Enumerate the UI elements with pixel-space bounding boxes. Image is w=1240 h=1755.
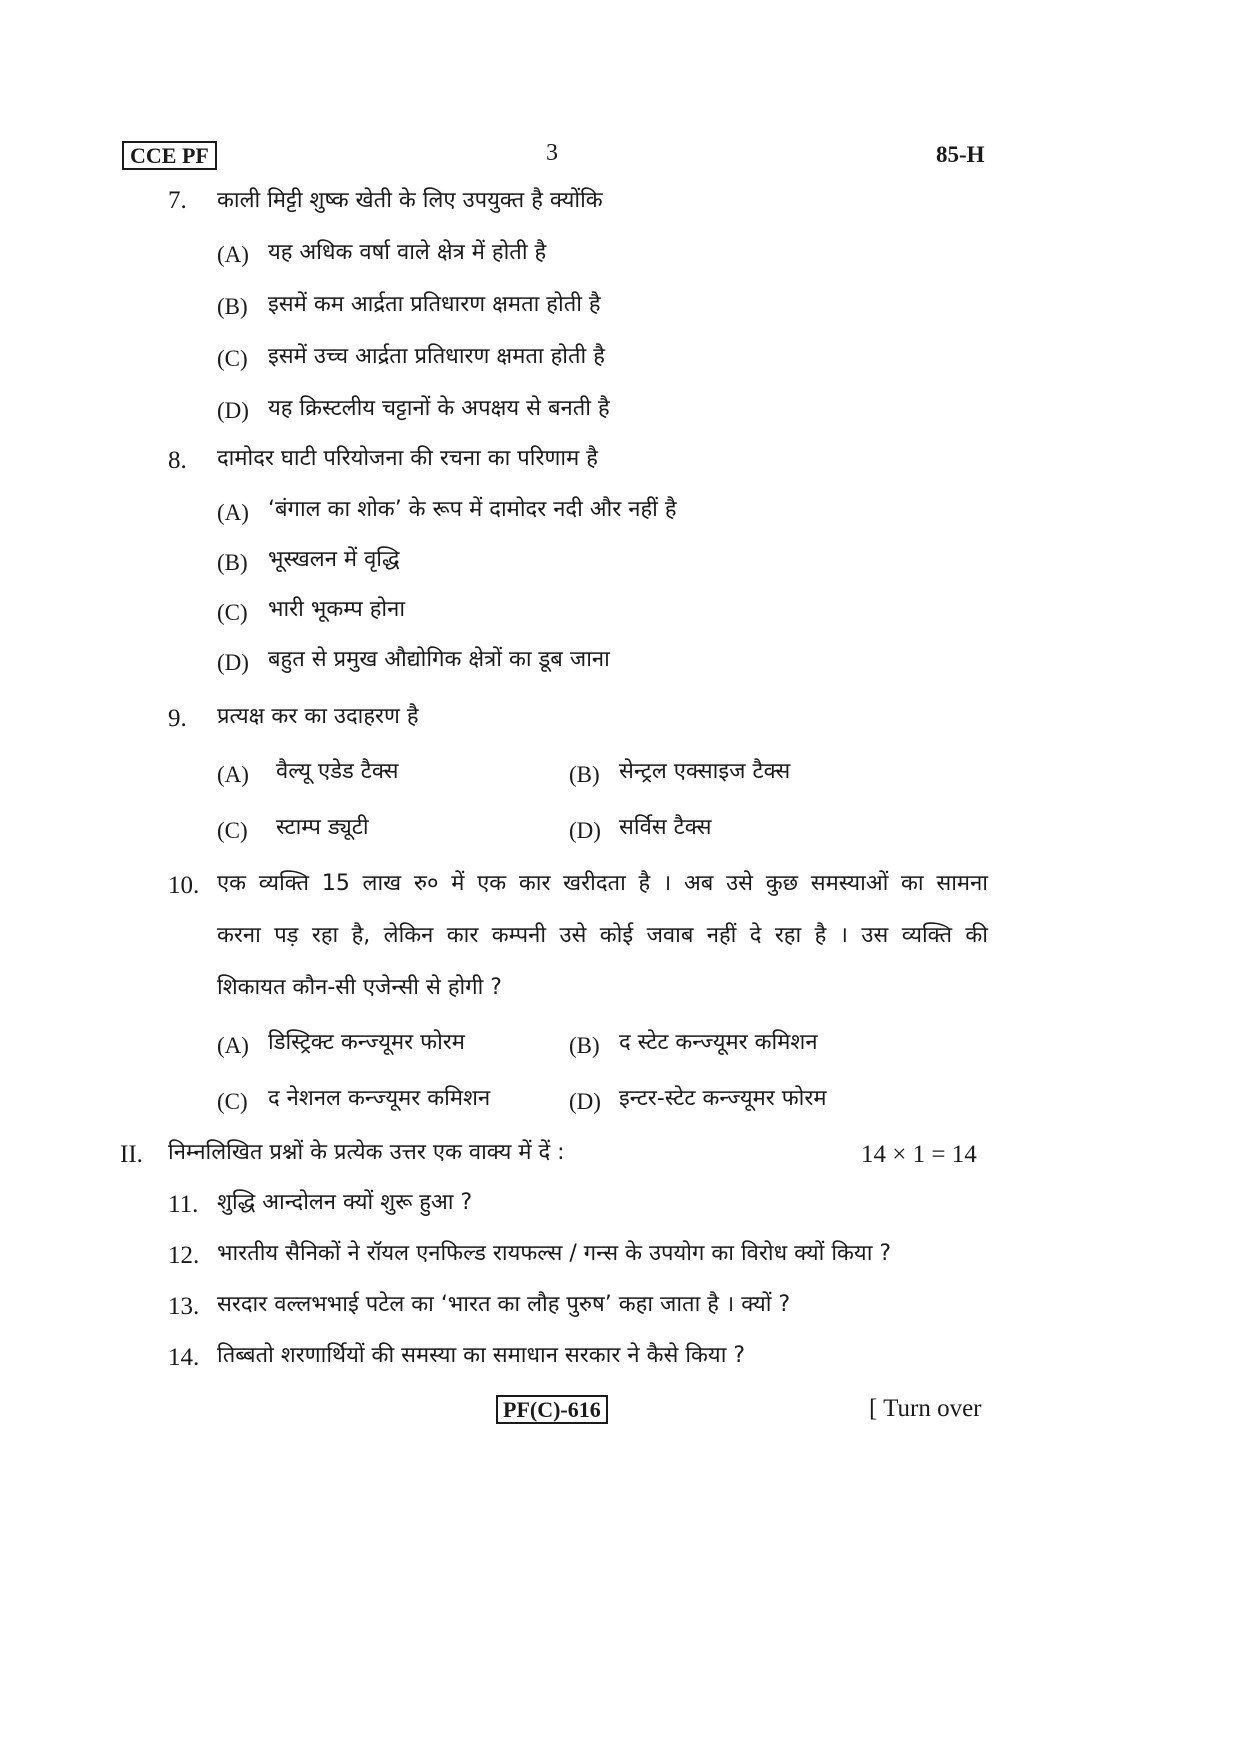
paper-series-code: CCE PF xyxy=(122,141,217,170)
option-letter: (C) xyxy=(217,818,248,843)
option-text: डिस्ट्रिक्ट कन्ज्यूमर फोरम xyxy=(268,1030,465,1055)
turn-over-note: [ Turn over xyxy=(869,1395,982,1422)
option-text: स्टाम्प ड्यूटी xyxy=(276,815,369,840)
question-number: 14. xyxy=(168,1344,200,1371)
option-letter: (A) xyxy=(217,762,249,787)
question-number: 9. xyxy=(168,705,187,732)
option-letter: (A) xyxy=(217,500,249,525)
question-number: 7. xyxy=(168,187,187,214)
option-text: बहुत से प्रमुख औद्योगिक क्षेत्रों का डूब जाना xyxy=(268,647,610,672)
question-text-block xyxy=(217,869,988,1003)
option-letter: (C) xyxy=(217,346,248,371)
option-text: द स्टेट कन्ज्यूमर कमिशन xyxy=(619,1030,818,1055)
option-text: सर्विस टैक्स xyxy=(619,815,712,840)
option-letter: (B) xyxy=(217,550,248,575)
option-text: वैल्यू एडेड टैक्स xyxy=(276,759,399,784)
paper-code: 85-H xyxy=(936,142,985,167)
paper-footer-code: PF(C)-616 xyxy=(496,1395,608,1424)
question-number: 11. xyxy=(168,1191,199,1218)
option-letter: (D) xyxy=(217,650,249,675)
option-letter: (D) xyxy=(217,398,249,423)
option-text: इन्टर-स्टेट कन्ज्यूमर फोरम xyxy=(619,1086,827,1111)
option-letter: (A) xyxy=(217,242,249,267)
option-text: इसमें उच्च आर्द्रता प्रतिधारण क्षमता होती है xyxy=(268,344,605,369)
option-text: भूस्खलन में वृद्धि xyxy=(268,547,400,572)
option-text: भारी भूकम्प होना xyxy=(268,597,406,622)
option-letter: (C) xyxy=(217,1089,248,1114)
option-text: द नेशनल कन्ज्यूमर कमिशन xyxy=(268,1086,491,1111)
option-letter: (A) xyxy=(217,1033,249,1058)
question-number: 10. xyxy=(168,872,200,899)
option-text: यह अधिक वर्षा वाले क्षेत्र में होती है xyxy=(268,240,547,265)
option-text: ‘बंगाल का शोक’ के रूप में दामोदर नदी और नहीं है xyxy=(268,497,677,522)
question-line: शिकायत कौन-सी एजेन्सी से होगी ? xyxy=(217,975,502,1000)
question-line: एक व्यक्ति 15 लाख रु० में एक कार खरीदता है । अब उसे कुछ समस्याओं का सामना xyxy=(217,871,988,896)
question-text: शुद्धि आन्दोलन क्यों शुरू हुआ ? xyxy=(217,1190,473,1215)
option-text: सेन्ट्रल एक्साइज टैक्स xyxy=(619,759,791,784)
question-number: 8. xyxy=(168,447,187,474)
question-text: सरदार वल्लभभाई पटेल का ‘भारत का लौह पुरुष’ कहा जाता है । क्यों ? xyxy=(217,1292,791,1317)
option-letter: (B) xyxy=(569,1033,600,1058)
section-instruction: निम्नलिखित प्रश्नों के प्रत्येक उत्तर एक वाक्य में दें : xyxy=(168,1140,565,1165)
option-letter: (C) xyxy=(217,600,248,625)
section-number: II. xyxy=(120,1141,143,1168)
question-text: भारतीय सैनिकों ने रॉयल एनफिल्ड रायफल्स / गन्स के उपयोग का विरोध क्यों किया ? xyxy=(217,1241,892,1266)
question-text: दामोदर घाटी परियोजना की रचना का परिणाम है xyxy=(217,446,598,471)
option-text: इसमें कम आर्द्रता प्रतिधारण क्षमता होती है xyxy=(268,292,601,317)
section-marks: 14 × 1 = 14 xyxy=(861,1141,977,1168)
option-letter: (B) xyxy=(569,762,600,787)
question-number: 12. xyxy=(168,1242,200,1269)
question-text: काली मिट्टी शुष्क खेती के लिए उपयुक्त है क्योंकि xyxy=(217,188,603,213)
question-number: 13. xyxy=(168,1293,200,1320)
option-text: यह क्रिस्टलीय चट्टानों के अपक्षय से बनती है xyxy=(268,396,610,421)
question-text: प्रत्यक्ष कर का उदाहरण है xyxy=(217,704,419,729)
question-line: करना पड़ रहा है, लेकिन कार कम्पनी उसे कोई जवाब नहीं दे रहा है । उस व्यक्ति की xyxy=(217,923,988,948)
option-letter: (B) xyxy=(217,294,248,319)
option-letter: (D) xyxy=(569,1089,601,1114)
page-number: 3 xyxy=(546,140,558,166)
question-text: तिब्बतो शरणार्थियों की समस्या का समाधान सरकार ने कैसे किया ? xyxy=(217,1343,746,1368)
option-letter: (D) xyxy=(569,818,601,843)
